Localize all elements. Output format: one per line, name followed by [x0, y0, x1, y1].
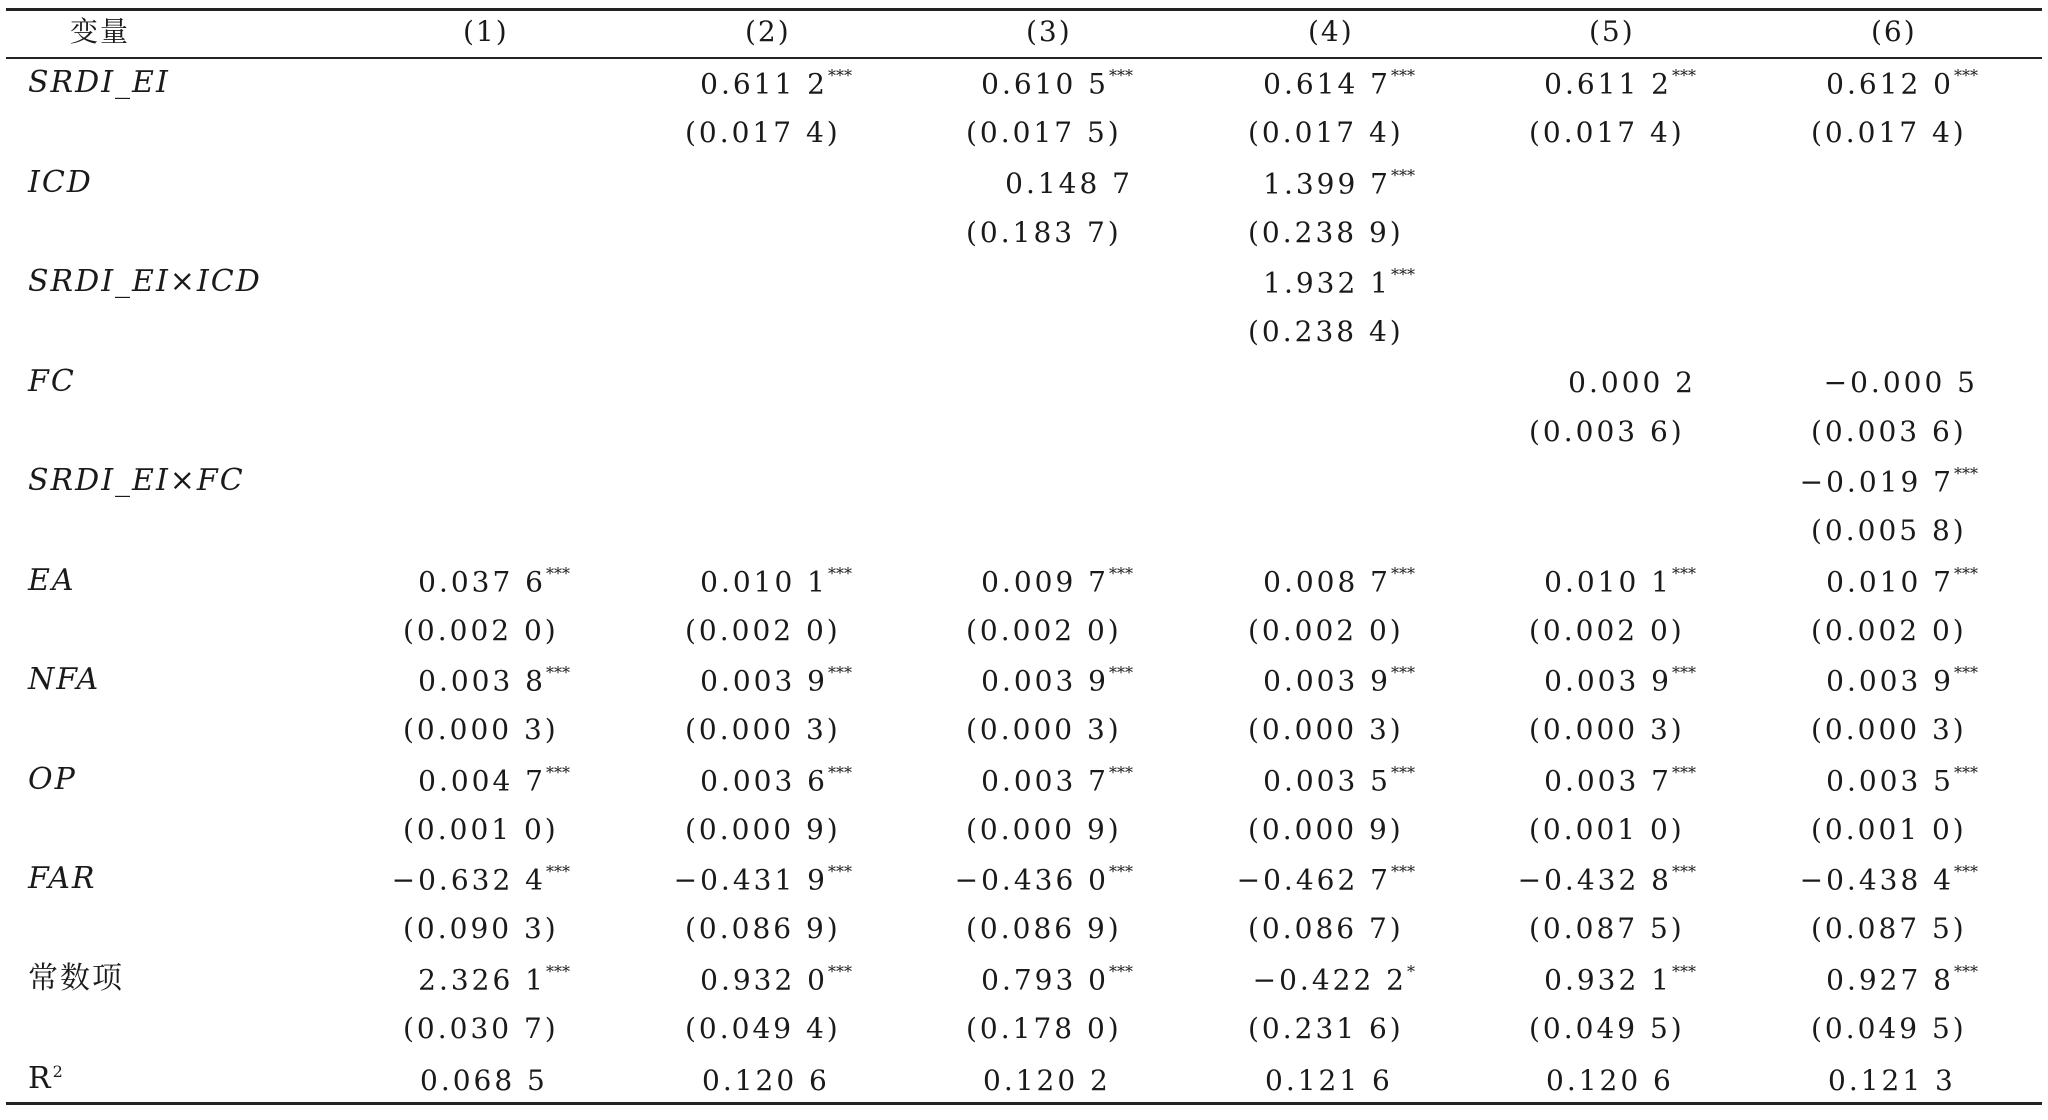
std-error-cell: (0.090 3) [403, 912, 559, 945]
significance-stars: *** [546, 663, 570, 682]
std-error-cell: (0.001 0) [403, 812, 559, 846]
coef-cell: 0.932 1*** [1544, 961, 1696, 996]
std-error-cell: (0.001 0) [1529, 812, 1685, 846]
significance-stars: *** [828, 663, 852, 682]
significance-stars: * [1407, 961, 1415, 981]
coef-cell: 0.000 2 [1568, 365, 1696, 399]
significance-stars: *** [1391, 563, 1415, 583]
std-error-cell: (0.086 7) [1248, 912, 1404, 945]
coef-cell: 0.927 8*** [1826, 961, 1978, 996]
significance-stars: *** [1391, 663, 1415, 682]
significance-stars: *** [828, 563, 852, 583]
std-error-cell: (0.049 4) [685, 1011, 841, 1045]
coef-cell: −0.422 2* [1252, 961, 1415, 996]
coef-cell: 0.611 2*** [700, 66, 852, 101]
significance-stars: *** [1109, 862, 1133, 881]
coef-cell: 0.003 5*** [1263, 762, 1415, 797]
std-error-cell: (0.002 0) [1248, 613, 1404, 647]
significance-stars: *** [828, 66, 852, 85]
row-label: ICD [28, 164, 93, 200]
significance-stars: *** [1954, 663, 1978, 682]
significance-stars: *** [1672, 862, 1696, 881]
coef-cell: 0.793 0*** [981, 961, 1133, 996]
significance-stars: *** [1391, 165, 1415, 185]
coef-cell: 1.932 1*** [1263, 265, 1415, 300]
std-error-cell: (0.002 0) [966, 613, 1122, 647]
coef-cell: 0.008 7*** [1263, 563, 1415, 598]
significance-stars: *** [1672, 961, 1696, 981]
std-error-cell: (0.002 0) [1811, 613, 1967, 647]
std-error-cell: (0.017 4) [1529, 116, 1685, 149]
coef-cell: −0.432 8*** [1517, 862, 1696, 897]
significance-stars: *** [1391, 762, 1415, 782]
row-label: FAR [28, 861, 97, 896]
std-error-cell: (0.005 8) [1811, 514, 1967, 547]
coef-cell: 0.003 9*** [1263, 663, 1415, 698]
coef-cell: 0.611 2*** [1544, 66, 1696, 101]
significance-stars: *** [1109, 66, 1133, 85]
significance-stars: *** [1109, 762, 1133, 782]
coef-cell: 0.612 0*** [1826, 66, 1978, 101]
r2-label: $R^2$ [28, 1061, 63, 1096]
std-error-cell: (0.003 6) [1811, 414, 1967, 448]
std-error-cell: (0.000 3) [966, 713, 1122, 746]
coef-cell: 0.003 6*** [700, 762, 852, 797]
row-label: 常数项 [28, 960, 124, 996]
header-column-2: (2) [745, 15, 791, 48]
std-error-cell: (0.000 3) [685, 713, 841, 746]
significance-stars: *** [546, 762, 570, 782]
coef-cell: 0.009 7*** [981, 563, 1133, 598]
std-error-cell: (0.030 7) [403, 1011, 559, 1045]
significance-stars: *** [1954, 563, 1978, 583]
std-error-cell: (0.003 6) [1529, 414, 1685, 448]
std-error-cell: (0.086 9) [685, 912, 841, 945]
std-error-cell: (0.000 3) [1248, 713, 1404, 746]
std-error-cell: (0.001 0) [1811, 812, 1967, 846]
coef-cell: 0.037 6*** [418, 563, 570, 598]
significance-stars: *** [1391, 265, 1415, 284]
significance-stars: *** [1391, 862, 1415, 881]
std-error-cell: (0.000 3) [403, 713, 559, 746]
coef-cell: 0.614 7*** [1263, 66, 1415, 101]
coef-cell: 0.148 7 [1005, 166, 1133, 200]
std-error-cell: (0.017 4) [1248, 116, 1404, 149]
std-error-cell: (0.000 3) [1811, 713, 1967, 746]
significance-stars: *** [828, 762, 852, 782]
r2-value: 0.120 2 [983, 1064, 1111, 1097]
significance-stars: *** [546, 563, 570, 583]
std-error-cell: (0.238 9) [1248, 215, 1404, 249]
row-label: SRDI_EI×FC [28, 463, 245, 498]
significance-stars: *** [1954, 762, 1978, 782]
significance-stars: *** [828, 862, 852, 881]
std-error-cell: (0.231 6) [1248, 1011, 1404, 1045]
std-error-cell: (0.087 5) [1529, 912, 1685, 945]
std-error-cell: (0.049 5) [1811, 1011, 1967, 1045]
coef-cell: −0.438 4*** [1799, 862, 1978, 897]
coef-cell: 0.003 8*** [418, 663, 570, 698]
coef-cell: 0.003 7*** [1544, 762, 1696, 797]
table-top-rule [6, 8, 2042, 11]
header-variable: 变量 [70, 15, 131, 48]
significance-stars: *** [1672, 563, 1696, 583]
std-error-cell: (0.086 9) [966, 912, 1122, 945]
significance-stars: *** [546, 862, 570, 881]
coef-cell: −0.436 0*** [954, 862, 1133, 897]
coef-cell: −0.431 9*** [673, 862, 852, 897]
header-column-3: (3) [1026, 15, 1072, 48]
significance-stars: *** [1954, 862, 1978, 881]
significance-stars: *** [1109, 663, 1133, 682]
r2-value: 0.121 3 [1828, 1064, 1956, 1097]
significance-stars: *** [546, 961, 570, 981]
r2-value: 0.120 6 [1546, 1064, 1674, 1097]
std-error-cell: (0.238 4) [1248, 315, 1404, 348]
std-error-cell: (0.002 0) [403, 613, 559, 647]
std-error-cell: (0.017 4) [685, 116, 841, 149]
coef-cell: 0.003 9*** [1544, 663, 1696, 698]
std-error-cell: (0.049 5) [1529, 1011, 1685, 1045]
std-error-cell: (0.002 0) [685, 613, 841, 647]
coef-cell: 1.399 7*** [1263, 165, 1415, 200]
header-column-4: (4) [1308, 15, 1354, 48]
header-column-6: (6) [1871, 15, 1917, 48]
coef-cell: 0.010 1*** [700, 563, 852, 598]
coef-cell: −0.462 7*** [1236, 862, 1415, 897]
std-error-cell: (0.002 0) [1529, 613, 1685, 647]
coef-cell: 0.610 5*** [981, 66, 1133, 101]
r2-value: 0.068 5 [420, 1064, 548, 1097]
row-label: SRDI_EI [28, 65, 170, 100]
coef-cell: −0.019 7*** [1799, 464, 1978, 499]
std-error-cell: (0.000 9) [1248, 812, 1404, 846]
significance-stars: *** [1672, 663, 1696, 682]
coef-cell: 0.003 9*** [700, 663, 852, 698]
table-bottom-rule [6, 1102, 2042, 1105]
coef-cell: 0.004 7*** [418, 762, 570, 797]
std-error-cell: (0.000 3) [1529, 713, 1685, 746]
coef-cell: 0.003 7*** [981, 762, 1133, 797]
coef-cell: 0.010 7*** [1826, 563, 1978, 598]
r2-value: 0.120 6 [702, 1064, 830, 1097]
significance-stars: *** [1109, 961, 1133, 981]
std-error-cell: (0.000 9) [685, 812, 841, 846]
significance-stars: *** [1672, 762, 1696, 782]
std-error-cell: (0.178 0) [966, 1011, 1122, 1045]
header-column-1: (1) [463, 15, 509, 48]
coef-cell: 0.932 0*** [700, 961, 852, 996]
row-label: FC [28, 363, 76, 399]
table-header-rule [6, 57, 2042, 59]
std-error-cell: (0.183 7) [966, 215, 1122, 249]
header-column-5: (5) [1589, 15, 1635, 48]
row-label: EA [28, 562, 76, 598]
significance-stars: *** [1391, 66, 1415, 85]
significance-stars: *** [1954, 464, 1978, 483]
row-label: SRDI_EI×ICD [28, 264, 262, 299]
coef-cell: 2.326 1*** [418, 961, 570, 996]
significance-stars: *** [1109, 563, 1133, 583]
row-label: NFA [28, 662, 101, 697]
std-error-cell: (0.000 9) [966, 812, 1122, 846]
coef-cell: 0.003 9*** [981, 663, 1133, 698]
std-error-cell: (0.087 5) [1811, 912, 1967, 945]
std-error-cell: (0.017 4) [1811, 116, 1967, 149]
significance-stars: *** [1954, 961, 1978, 981]
coef-cell: −0.632 4*** [391, 862, 570, 897]
significance-stars: *** [1954, 66, 1978, 85]
coef-cell: 0.010 1*** [1544, 563, 1696, 598]
coef-cell: −0.000 5 [1823, 365, 1978, 399]
std-error-cell: (0.017 5) [966, 116, 1122, 149]
coef-cell: 0.003 5*** [1826, 762, 1978, 797]
significance-stars: *** [828, 961, 852, 981]
r2-value: 0.121 6 [1265, 1064, 1393, 1097]
row-label: OP [28, 761, 77, 797]
significance-stars: *** [1672, 66, 1696, 85]
coef-cell: 0.003 9*** [1826, 663, 1978, 698]
